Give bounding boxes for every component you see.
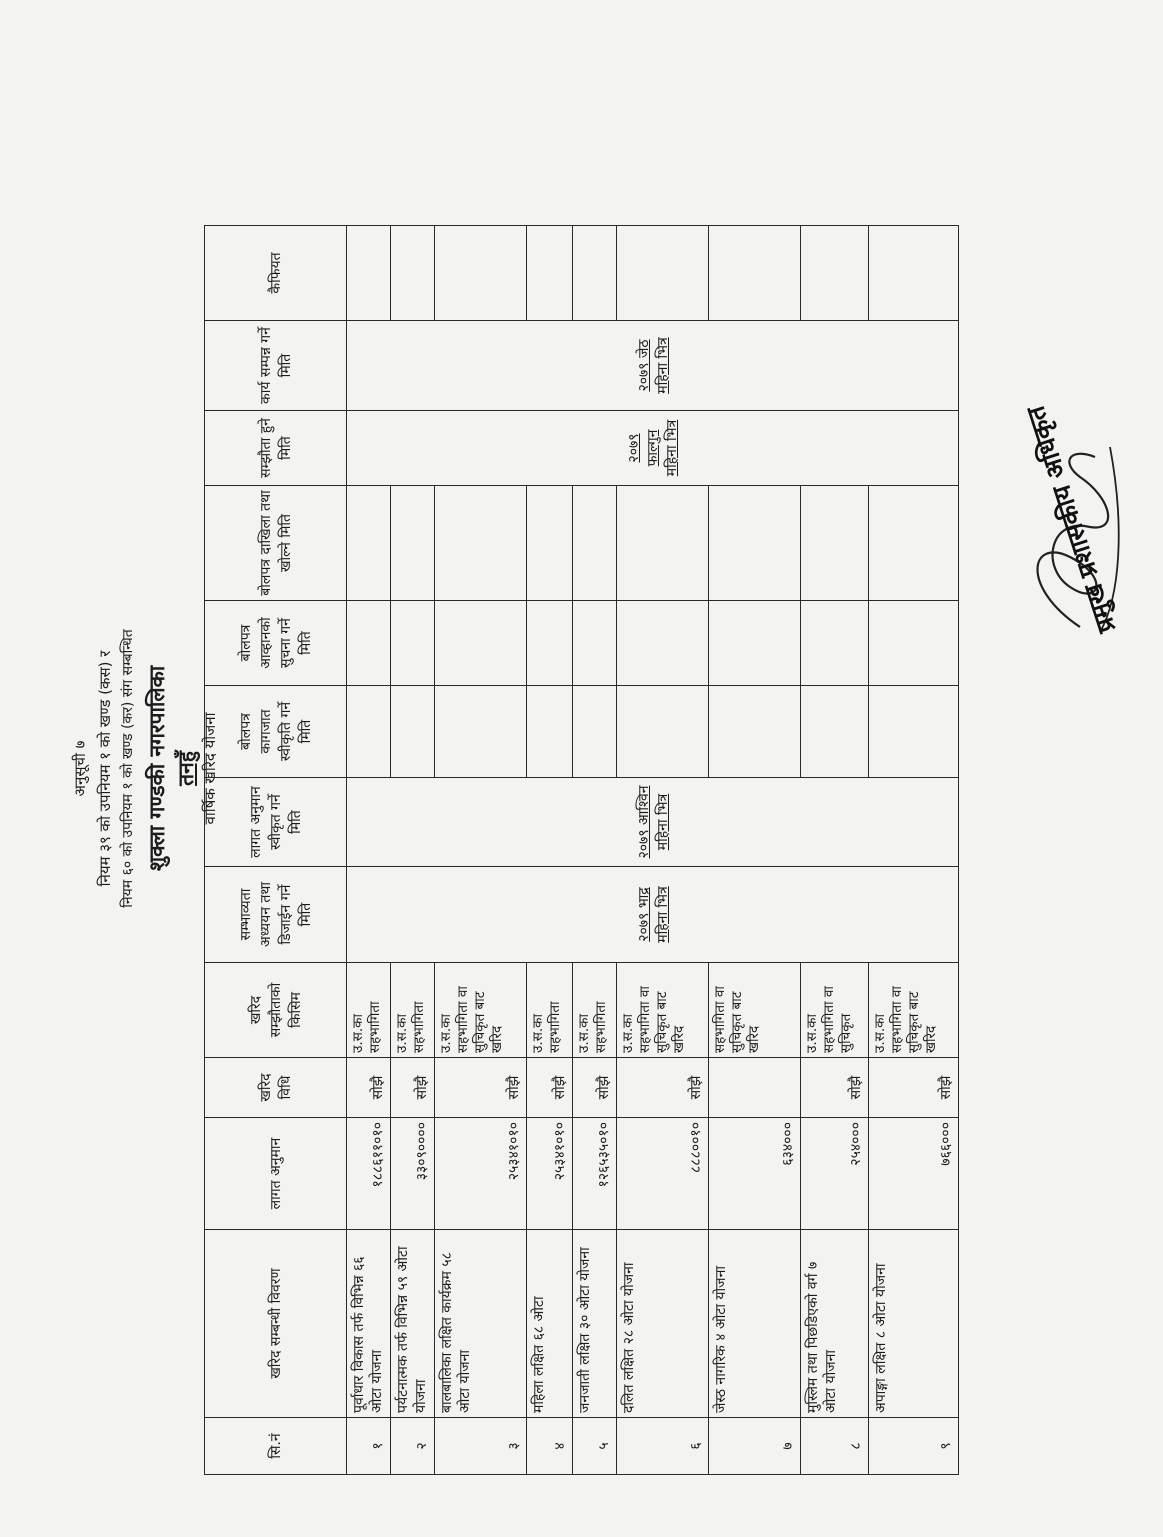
row-description: जेस्ठ नागरिक ४ ओटा योजना	[709, 1230, 801, 1418]
col-header-estimate-approval-date: लागत अनुमान स्वीकृत गर्ने मिति	[205, 778, 347, 867]
row-amount: ७६६०००	[869, 1118, 959, 1230]
bid-opening-cell	[527, 486, 573, 601]
bid-opening-cell	[617, 486, 709, 601]
col-header-completion-date: कार्य सम्पन्न गर्ने मिति	[205, 321, 347, 411]
estimate-date-cell	[347, 778, 959, 867]
row-amount: ८८८००१०	[617, 1118, 709, 1230]
bid-doc-cell	[347, 686, 391, 778]
row-contract-type: उ.स.का सहभागिता वा सुचिकृत बाट खरिद	[617, 963, 709, 1058]
row-contract-type: उ.स.का सहभागिता	[527, 963, 573, 1058]
bid-notice-cell	[527, 601, 573, 686]
bid-doc-cell	[391, 686, 435, 778]
row-contract-type: उ.स.का सहभागिता वा सुचिकृत	[801, 963, 869, 1058]
rule-ref-2: नियम ६० को उपनियम १ को खण्ड (कर) संग सम्बन्धित	[120, 629, 136, 908]
remarks-cell	[801, 226, 869, 321]
bid-doc-cell	[527, 686, 573, 778]
remarks-cell	[435, 226, 527, 321]
row-sn: ९	[869, 1418, 959, 1475]
bid-opening-cell	[435, 486, 527, 601]
row-contract-type: उ.स.का सहभागिता	[347, 963, 391, 1058]
col-header-agreement-date: सम्झौता हुने मिति	[205, 411, 347, 486]
bid-notice-cell	[573, 601, 617, 686]
bid-notice-cell	[801, 601, 869, 686]
rule-ref-1: नियम ३९ को उपनियम १ को खण्ड (कस) र	[96, 650, 114, 887]
bid-doc-cell	[435, 686, 527, 778]
row-sn: ८	[801, 1418, 869, 1475]
bid-notice-cell	[347, 601, 391, 686]
col-header-sn: सि.नं	[205, 1418, 347, 1475]
row-sn: २	[391, 1418, 435, 1475]
row-sn: ५	[573, 1418, 617, 1475]
remarks-cell	[709, 226, 801, 321]
bid-notice-cell	[617, 601, 709, 686]
row-description: पर्यटनात्मक तर्फ विभिन्न ५९ ओटा योजना	[391, 1230, 435, 1418]
row-description: पूर्वाधार विकास तर्फ विभिन्न ६६ ओटा योजना	[347, 1230, 391, 1418]
bid-doc-cell	[573, 686, 617, 778]
bid-doc-cell	[869, 686, 959, 778]
officer-stamp: प्रमुख प्रशासकीय अधिकृत	[1020, 402, 1122, 637]
row-description: बालबालिका लक्षित कार्यक्रम ५८ ओटा योजना	[435, 1230, 527, 1418]
row-method: सोझै	[573, 1058, 617, 1118]
row-amount: ३३०९००००	[391, 1118, 435, 1230]
remarks-cell	[527, 226, 573, 321]
bid-opening-cell	[869, 486, 959, 601]
estimate-date-text: २०७९ आश्विन महिना भित्र	[635, 785, 671, 859]
row-description: दलित लक्षित २८ ओटा योजना	[617, 1230, 709, 1418]
bid-opening-cell	[347, 486, 391, 601]
bid-doc-cell	[801, 686, 869, 778]
row-sn: ३	[435, 1418, 527, 1475]
row-method: सोझै	[347, 1058, 391, 1118]
org-name: शुक्ला गण्डकी नगरपालिका	[145, 665, 169, 872]
completion-date-cell	[347, 321, 959, 411]
row-contract-type: उ.स.का सहभागिता	[391, 963, 435, 1058]
row-contract-type: उ.स.का सहभागिता वा सुचिकृत बाट खरिद	[869, 963, 959, 1058]
col-header-feasibility-date: सम्भाव्यता अध्ययन तथा डिजाईन गर्ने मिति	[205, 867, 347, 963]
bid-notice-cell	[435, 601, 527, 686]
col-header-bid-opening-date: बोलपत्र दाखिला तथा खोल्ने मिति	[205, 486, 347, 601]
row-amount: १२६५३५०१०	[573, 1118, 617, 1230]
bid-opening-cell	[391, 486, 435, 601]
agreement-date-text: २०७९ फाल्गुन महिना भित्र	[626, 419, 680, 477]
district-name: तनहुँ	[174, 751, 198, 786]
col-header-description: खरिद सम्बन्धी विवरण	[205, 1230, 347, 1418]
annex-label: अनुसूची ७	[71, 740, 89, 797]
row-sn: ७	[709, 1418, 801, 1475]
row-sn: १	[347, 1418, 391, 1475]
remarks-cell	[347, 226, 391, 321]
bid-notice-cell	[869, 601, 959, 686]
remarks-cell	[573, 226, 617, 321]
row-description: जनजाती लक्षित ३० ओटा योजना	[573, 1230, 617, 1418]
col-header-remarks: कैफियत	[205, 226, 347, 321]
completion-date-text: २०७९ जेठ महिना भित्र	[635, 337, 671, 394]
row-method: सोझै	[435, 1058, 527, 1118]
feasibility-date-cell	[347, 867, 959, 963]
table-row	[347, 226, 391, 1475]
row-method: सोझै	[617, 1058, 709, 1118]
feasibility-date-text: २०७९ भाद्र महिना भित्र	[635, 886, 671, 943]
row-amount: १८८६११०१०	[347, 1118, 391, 1230]
col-header-estimate: लागत अनुमान	[205, 1118, 347, 1230]
bid-opening-cell	[709, 486, 801, 601]
row-description: मुस्लिम तथा पिछडिएको वर्ग ७ ओटा योजना	[801, 1230, 869, 1418]
row-contract-type: उ.स.का सहभागिता वा सुचिकृत बाट खरिद	[435, 963, 527, 1058]
row-amount: ६३४०००	[709, 1118, 801, 1230]
remarks-cell	[869, 226, 959, 321]
row-sn: ६	[617, 1418, 709, 1475]
row-amount: २५४०००	[801, 1118, 869, 1230]
row-amount: २५३४१०१०	[435, 1118, 527, 1230]
row-sn: ४	[527, 1418, 573, 1475]
remarks-cell	[391, 226, 435, 321]
remarks-cell	[617, 226, 709, 321]
table-header-row	[205, 226, 347, 1475]
bid-opening-cell	[573, 486, 617, 601]
bid-notice-cell	[391, 601, 435, 686]
row-contract-type: उ.स.का सहभागिता	[573, 963, 617, 1058]
col-header-bid-doc-approval-date: बोलपत्र कागजात स्वीकृति गर्ने मिति	[205, 686, 347, 778]
row-description: महिला लक्षित ६८ ओटा	[527, 1230, 573, 1418]
procurement-plan-table	[204, 225, 959, 1475]
row-method: सोझै	[801, 1058, 869, 1118]
row-description: अपाङ्गा लक्षित ८ ओटा योजना	[869, 1230, 959, 1418]
row-method: सोझै	[869, 1058, 959, 1118]
bid-notice-cell	[709, 601, 801, 686]
row-amount: २५३४१०१०	[527, 1118, 573, 1230]
row-method: सोझै	[527, 1058, 573, 1118]
row-method	[709, 1058, 801, 1118]
row-method: सोझै	[391, 1058, 435, 1118]
col-header-bid-notice-date: बोलपत्र आव्हानको सुचना गर्ने मिति	[205, 601, 347, 686]
col-header-contract-type: खरिद सम्झौताको किसिम	[205, 963, 347, 1058]
document-subtitle: वार्षिक खरिद योजना	[201, 712, 219, 825]
col-header-method: खरिद विधि	[205, 1058, 347, 1118]
row-contract-type: सहभागिता वा सुचिकृत बाट खरिद	[709, 963, 801, 1058]
procurement-plan-table-wrapper	[204, 225, 959, 1475]
bid-doc-cell	[617, 686, 709, 778]
agreement-date-cell	[347, 411, 959, 486]
bid-opening-cell	[801, 486, 869, 601]
bid-doc-cell	[709, 686, 801, 778]
